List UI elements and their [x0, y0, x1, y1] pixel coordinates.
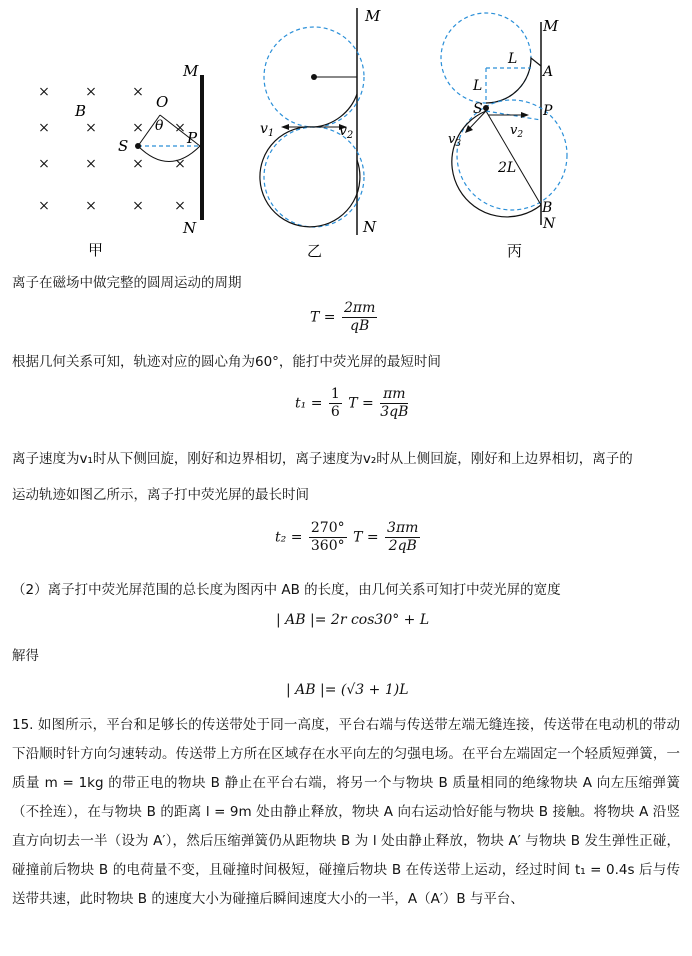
svg-text:×: ×	[85, 84, 97, 100]
figure-label-bing: 丙	[507, 242, 523, 260]
svg-text:×: ×	[132, 120, 144, 136]
svg-text:×: ×	[132, 156, 144, 172]
figure-label-jia: 甲	[88, 241, 104, 259]
label-M: M	[365, 7, 381, 25]
svg-text:×: ×	[132, 198, 144, 214]
upper-center	[311, 74, 317, 80]
lower-trajectory	[260, 127, 360, 227]
paragraph-velocity-cases: 离子速度为v₁时从下侧回旋，刚好和边界相切，离子速度为v₂时从上侧回旋，刚好和上边界相切，离子的	[12, 451, 633, 467]
label-theta: θ	[155, 118, 164, 134]
label-P: P	[187, 129, 198, 147]
equation-t1: t₁ = $\frac{1}{6}$ T = $\frac{\pi m}{3qB}$	[295, 386, 409, 420]
figure-yi	[245, 0, 395, 270]
svg-text:×: ×	[38, 198, 50, 214]
paragraph-trajectory: 运动轨迹如图乙所示，离子打中荧光屏的最长时间	[12, 487, 309, 503]
figure-bing	[430, 0, 580, 270]
svg-text:×: ×	[38, 156, 50, 172]
equation-period: T = $\frac{2\pi m}{qB}$	[310, 300, 376, 334]
label-v1: $v_1$	[260, 121, 275, 139]
svg-text:×: ×	[85, 156, 97, 172]
svg-text:×: ×	[85, 198, 97, 214]
label-L-side: L	[473, 78, 483, 94]
source-S	[483, 105, 489, 111]
label-2L: 2L	[498, 160, 517, 176]
arc-SP	[138, 146, 200, 162]
label-M: M	[183, 62, 199, 80]
arrowhead-v2	[521, 112, 529, 118]
label-B: B	[75, 102, 87, 120]
svg-text:×: ×	[85, 120, 97, 136]
label-N: N	[183, 219, 197, 237]
label-v2: $v_2$	[510, 123, 524, 140]
question-15: 15. 如图所示，平台和足够长的传送带处于同一高度，平台右端与传送带左端无缝连接，传送带在电动机的带动下沿顺时针方向匀速转动。传送带上方所在区域存在水平向左的匀强电场。在平台左端固定一个轻质短弹簧，一质量 m = 1kg 的带正电的物块 B 静止在平台右端，将另一个与物块 B 质量相同的绝缘物块 A 向左压缩弹簧（不拴连），在与物块 B 的距离 l = 9m 处由静止释放，物块 A 向右运动恰好能与物块 B 接触。将物块 A 沿竖直方向切去一半（设为 A′），然后压缩弹簧仍从距物块 B 为 l 处由静止释放，物块 A′ 与物块 B 发生弹性正碰，碰撞前后物块 B 的电荷量不变，且碰撞时间极短，碰撞后物块 B 在传送带上运动，经过时间 t₁ = 0.4s 后与传送带共速，此时物块 B 的速度大小为碰撞后瞬间速度大小的一半，A（A′）B 与平台、	[12, 717, 680, 907]
source-S	[135, 143, 141, 149]
label-P: P	[543, 103, 553, 119]
label-N: N	[363, 218, 377, 236]
label-N: N	[543, 216, 556, 232]
label-v3: $v_3$	[448, 132, 462, 149]
label-v2: $v_2$	[339, 123, 354, 141]
equation-AB-result: | AB |= (√3 + 1)L	[286, 682, 409, 698]
label-M: M	[543, 17, 559, 35]
label-L-top: L	[508, 51, 518, 67]
equation-AB: | AB |= 2r cos30° + L	[276, 612, 430, 628]
label-O: O	[156, 93, 169, 111]
svg-text:×: ×	[174, 198, 186, 214]
label-A: A	[543, 64, 554, 80]
paragraph-part2: （2）离子打中荧光屏范围的总长度为图丙中 AB 的长度，由几何关系可知打中荧光屏的宽度	[12, 582, 561, 598]
lower-trajectory	[452, 111, 541, 217]
paragraph-period: 离子在磁场中做完整的圆周运动的周期	[12, 275, 242, 291]
svg-text:×: ×	[38, 84, 50, 100]
paragraph-solve: 解得	[12, 648, 39, 664]
svg-text:×: ×	[38, 120, 50, 136]
svg-text:×: ×	[174, 120, 186, 136]
figure-label-yi: 乙	[307, 242, 323, 260]
label-B: B	[542, 200, 553, 216]
label-S: S	[473, 101, 483, 117]
lower-circle-dashed	[264, 127, 364, 227]
figure-jia	[20, 55, 220, 265]
arrow-left	[281, 124, 289, 130]
svg-text:×: ×	[174, 156, 186, 172]
paragraph-shortest-time: 根据几何关系可知，轨迹对应的圆心角为60°，能打中荧光屏的最短时间	[12, 354, 441, 370]
svg-text:×: ×	[132, 84, 144, 100]
equation-t2: t₂ = $\frac{270^\circ}{360^\circ}$ T = $\frac{3\pi m}{2qB}$	[275, 520, 419, 554]
label-S: S	[118, 137, 129, 155]
